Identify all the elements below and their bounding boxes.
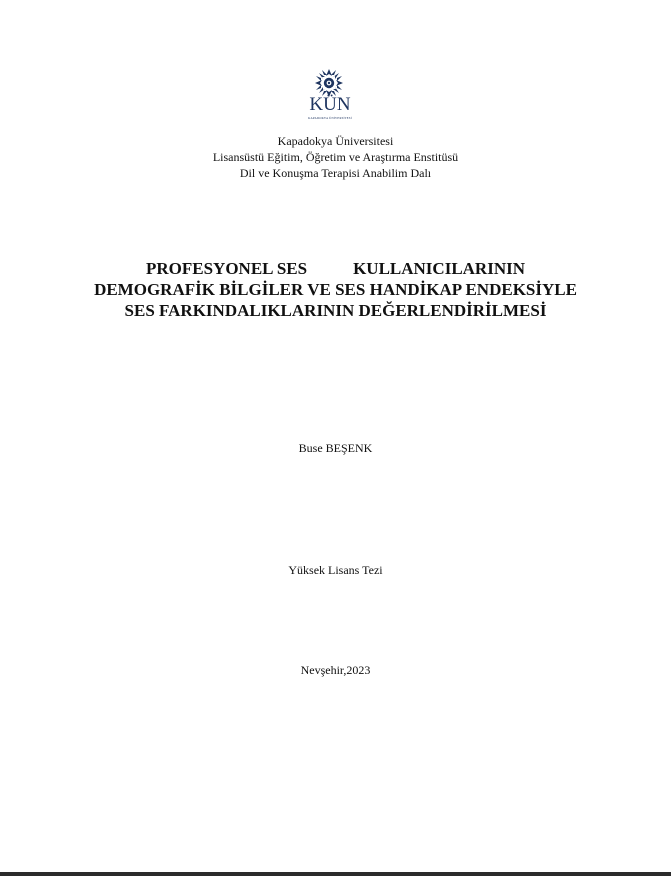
logo-subtext: KAPADOKYA ÜNİVERSİTESİ bbox=[308, 116, 352, 120]
bottom-border bbox=[0, 872, 671, 876]
university-name: Kapadokya Üniversitesi bbox=[277, 134, 394, 148]
place-and-date: Nevşehir,2023 bbox=[300, 663, 371, 677]
logo-text: KÜN bbox=[309, 94, 351, 115]
author-name: Buse BEŞENK bbox=[298, 441, 373, 455]
title-line-1-part-2: KULLANICILARININ bbox=[353, 259, 525, 278]
title-line-1 bbox=[0, 258, 671, 279]
institute-name: Lisansüstü Eğitim, Öğretim ve Araştırma Enstitüsü bbox=[212, 150, 459, 164]
university-logo bbox=[298, 68, 362, 122]
title-line-1-part-1: PROFESYONEL SES bbox=[146, 259, 308, 278]
title-line-2: DEMOGRAFİK BİLGİLER VE SES HANDİKAP ENDEKSİYLE bbox=[94, 280, 577, 299]
degree-type: Yüksek Lisans Tezi bbox=[288, 563, 383, 577]
thesis-title bbox=[0, 258, 671, 321]
institution-block bbox=[0, 133, 671, 181]
department-name: Dil ve Konuşma Terapisi Anabilim Dalı bbox=[239, 166, 432, 180]
title-line-3: SES FARKINDALIKLARININ DEĞERLENDİRİLMESİ bbox=[124, 301, 547, 320]
